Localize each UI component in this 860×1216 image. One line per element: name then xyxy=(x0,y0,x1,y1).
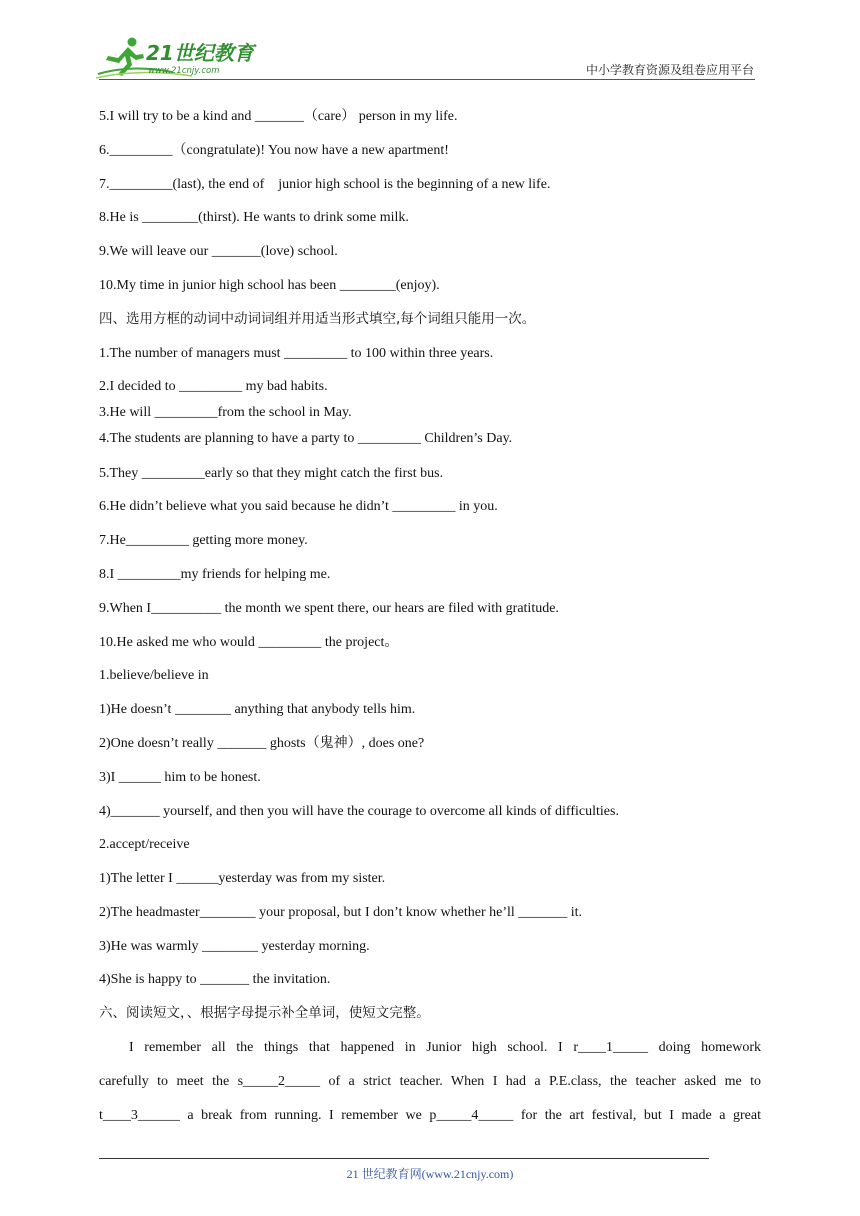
site-logo[interactable] xyxy=(92,34,262,80)
exercise-line: 10.My time in junior high school has been ________(enjoy). xyxy=(99,278,440,293)
exercise-line: 4)She is happy to _______ the invitation. xyxy=(99,972,331,987)
exercise-line: 2)The headmaster________ your proposal, but I don’t know whether he’ll _______ it. xyxy=(99,905,583,920)
passage-line: t____3______ a break from running. I remember we p_____4_____ for the art festival, but I made a great xyxy=(99,1108,761,1123)
word-group-heading: 1.believe/believe in xyxy=(99,668,209,683)
page-header xyxy=(0,0,860,80)
exercise-line: 2)One doesn’t really _______ ghosts（鬼神）, does one? xyxy=(99,736,425,751)
passage-line: I remember all the things that happened in Junior high school. I r____1_____ doing homework xyxy=(129,1040,761,1055)
platform-name: 中小学教育资源及组卷应用平台 xyxy=(585,63,754,77)
exercise-line: 6.He didn’t believe what you said because he didn’t _________ in you. xyxy=(99,499,498,514)
exercise-line: 4)_______ yourself, and then you will have the courage to overcome all kinds of difficulties. xyxy=(99,804,619,819)
exercise-line: 4.The students are planning to have a party to _________ Children’s Day. xyxy=(99,431,513,446)
exercise-line: 1)The letter I ______yesterday was from my sister. xyxy=(99,871,386,886)
exercise-line: 10.He asked me who would _________ the project。 xyxy=(99,635,399,650)
exercise-line: 2.I decided to _________ my bad habits. xyxy=(99,379,328,394)
exercise-line: 8.I _________my friends for helping me. xyxy=(99,567,331,582)
runner-logo-icon xyxy=(92,34,262,80)
logo-url: www.21cnjy.com xyxy=(148,66,220,76)
header-divider xyxy=(99,79,755,80)
section-heading: 四、选用方框的动词中动词词组并用适当形式填空,每个词组只能用一次。 xyxy=(99,311,536,327)
exercise-line: 5.They _________early so that they might catch the first bus. xyxy=(99,466,444,481)
exercise-line: 1)He doesn’t ________ anything that anybody tells him. xyxy=(99,702,416,717)
exercise-line: 8.He is ________(thirst). He wants to drink some milk. xyxy=(99,210,409,225)
exercise-line: 1.The number of managers must _________ to 100 within three years. xyxy=(99,346,494,361)
exercise-line: 3)He was warmly ________ yesterday morning. xyxy=(99,939,370,954)
exercise-line: 7.He_________ getting more money. xyxy=(99,533,308,548)
exercise-line: 9.When I__________ the month we spent there, our hears are filed with gratitude. xyxy=(99,601,559,616)
section-heading: 六、阅读短文，、根据字母提示补全单词，使短文完整。 xyxy=(99,1005,430,1021)
footer-divider xyxy=(99,1158,709,1159)
exercise-line: 6._________（congratulate)! You now have a new apartment! xyxy=(99,143,449,158)
footer-link[interactable]: 21 世纪教育网(www.21cnjy.com) xyxy=(346,1167,514,1181)
exercise-line: 7._________(last), the end of junior high school is the beginning of a new life. xyxy=(99,177,551,192)
passage-line: carefully to meet the s_____2_____ of a strict teacher. When I had a P.E.class, the teacher asked me to xyxy=(99,1074,761,1089)
word-group-heading: 2.accept/receive xyxy=(99,837,190,852)
exercise-line: 3.He will _________from the school in May. xyxy=(99,405,352,420)
exercise-line: 5.I will try to be a kind and _______（care） person in my life. xyxy=(99,109,458,124)
exercise-line: 3)I ______ him to be honest. xyxy=(99,770,261,785)
exercise-line: 9.We will leave our _______(love) school. xyxy=(99,244,338,259)
logo-wordmark: 21世纪教育 xyxy=(146,41,254,65)
